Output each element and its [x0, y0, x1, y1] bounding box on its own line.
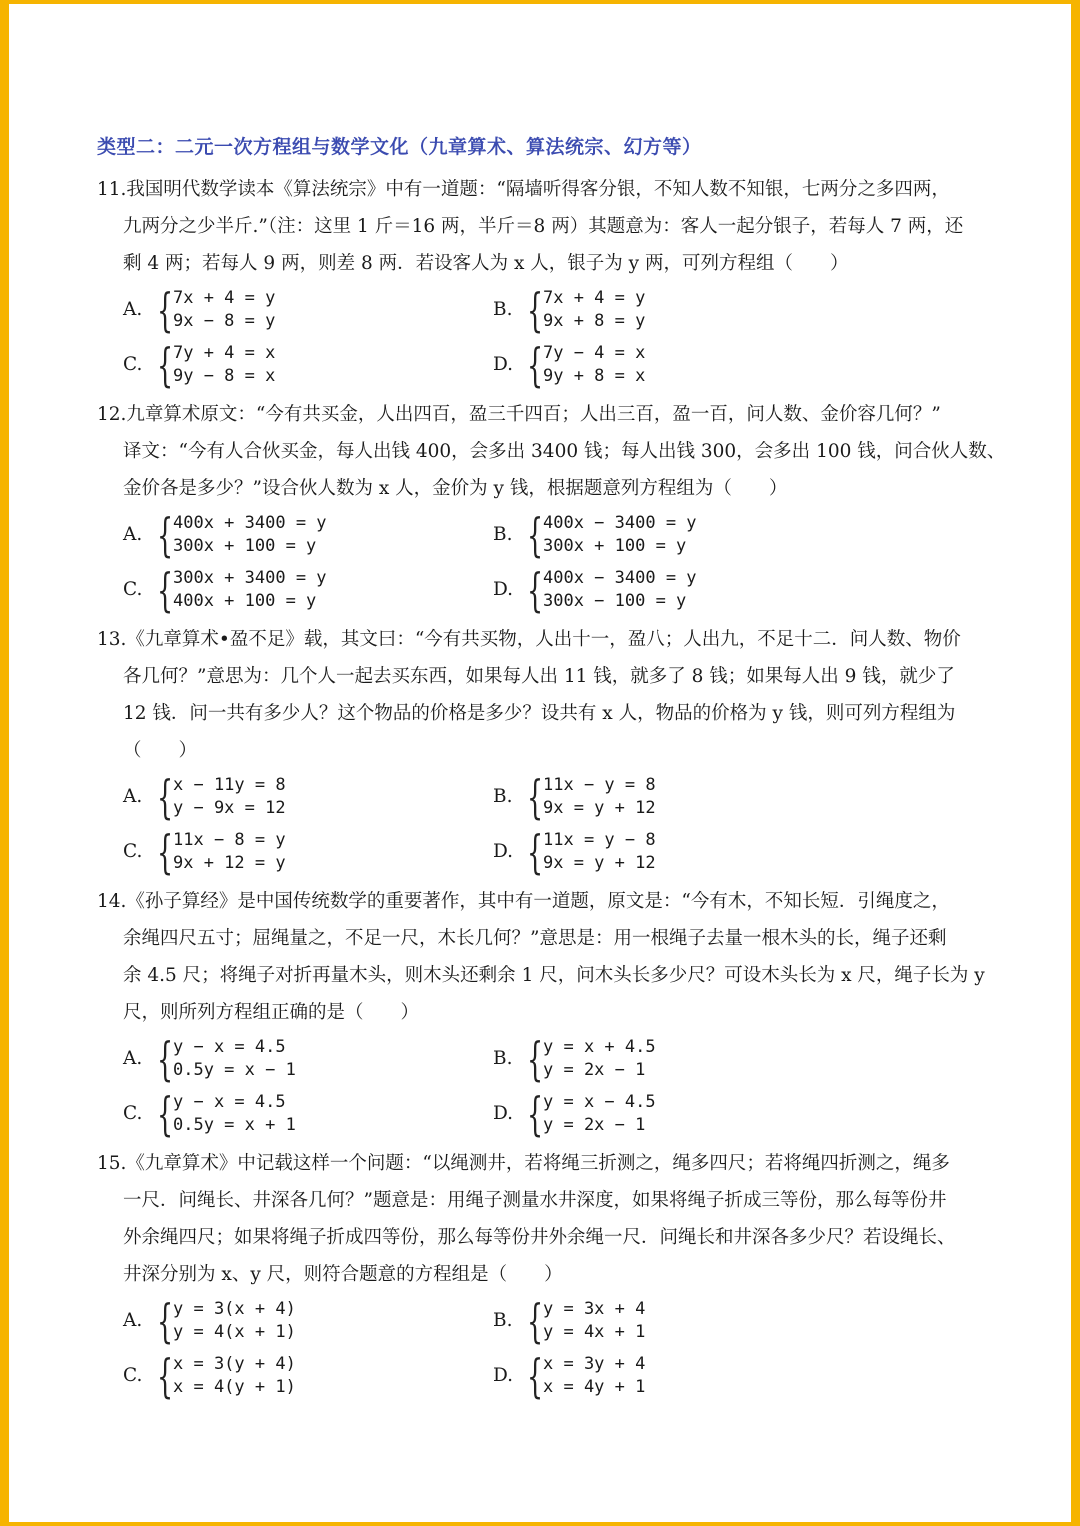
answer-option[interactable] — [493, 507, 863, 562]
brace-icon: { — [527, 507, 544, 562]
equation-system — [173, 567, 327, 613]
answer-options — [97, 769, 995, 879]
question-15 — [97, 1145, 995, 1403]
equation: 7x + 4 = y — [543, 287, 646, 308]
option-label: A. — [123, 1310, 143, 1331]
brace-icon: { — [157, 1348, 174, 1403]
question-13 — [97, 621, 995, 879]
equation: y − 9x = 12 — [173, 797, 286, 818]
answer-option[interactable] — [493, 282, 863, 337]
question-text-line — [97, 433, 1006, 470]
brace-icon: { — [157, 337, 174, 392]
question-text-line — [97, 695, 995, 732]
answer-option[interactable] — [493, 337, 863, 392]
equation-system — [173, 829, 286, 875]
question-text: 12 钱．问一共有多少人？这个物品的价格是多少？设共有 x 人，物品的价格为 y 钱，则可列方程组为 — [123, 703, 956, 724]
answer-option[interactable] — [493, 562, 863, 617]
equation-system — [543, 774, 656, 820]
option-label: A. — [123, 524, 143, 545]
answer-option[interactable] — [493, 1031, 863, 1086]
answer-option[interactable] — [123, 507, 493, 562]
brace-icon: { — [527, 1031, 544, 1086]
option-label: D. — [493, 841, 514, 862]
brace-icon: { — [157, 824, 174, 879]
brace-icon: { — [157, 1086, 174, 1141]
question-11 — [97, 171, 995, 392]
answer-option[interactable] — [123, 824, 493, 879]
equation-system — [173, 287, 275, 333]
equation: 300x + 100 = y — [543, 535, 687, 556]
equation-system — [173, 512, 327, 558]
equation: 9y − 8 = x — [173, 365, 276, 386]
equation: y = 3x + 4 — [543, 1298, 646, 1319]
equation-system — [543, 342, 645, 388]
question-number: 11. — [97, 179, 127, 200]
equation: 7y + 4 = x — [173, 342, 276, 363]
question-text: 译文：“今有人合伙买金，每人出钱 400，会多出 3400 钱；每人出钱 300，会多出 100 钱，问合伙人数、 — [123, 441, 1006, 462]
equation: 7y − 4 = x — [543, 342, 646, 363]
equation: 400x + 100 = y — [173, 590, 317, 611]
option-label: D. — [493, 354, 514, 375]
option-label: B. — [493, 786, 513, 807]
question-text: 九章算术原文：“今有共买金，人出四百，盈三千四百；人出三百，盈一百，问人数、金价容几何？” — [126, 404, 941, 425]
equation: x = 4(y + 1) — [173, 1376, 296, 1397]
question-text: 一尺．问绳长、井深各几何？”题意是：用绳子测量水井深度，如果将绳子折成三等份，那么每等份井 — [123, 1190, 947, 1211]
equation-system — [173, 1353, 296, 1399]
equation: x = 4y + 1 — [543, 1376, 646, 1397]
equation: x = 3y + 4 — [543, 1353, 646, 1374]
question-number: 12. — [97, 404, 127, 425]
question-text: 我国明代数学读本《算法统宗》中有一道题：“隔墙听得客分银，不知人数不知银，七两分之多四两， — [126, 179, 950, 200]
answer-options — [97, 282, 995, 392]
question-text-line — [97, 171, 995, 208]
option-label: B. — [493, 1310, 513, 1331]
equation-system — [543, 287, 645, 333]
equation-system — [173, 774, 286, 820]
option-label: C. — [123, 841, 143, 862]
equation: y = x + 4.5 — [543, 1036, 656, 1057]
option-label: A. — [123, 299, 143, 320]
equation: y = 4x + 1 — [543, 1321, 646, 1342]
equation-system — [543, 1298, 645, 1344]
option-label: D. — [493, 1103, 514, 1124]
equation: 400x + 3400 = y — [173, 512, 327, 533]
option-label: C. — [123, 354, 143, 375]
question-text-line — [97, 1256, 995, 1293]
option-label: B. — [493, 1048, 513, 1069]
question-text-line — [97, 208, 995, 245]
option-label: A. — [123, 786, 143, 807]
answer-option[interactable] — [493, 1293, 863, 1348]
brace-icon: { — [527, 282, 544, 337]
question-text: 剩 4 两；若每人 9 两，则差 8 两．若设客人为 x 人，银子为 y 两，可列方程组（ ） — [123, 253, 849, 274]
option-label: C. — [123, 1103, 143, 1124]
brace-icon: { — [157, 769, 174, 824]
equation: y − x = 4.5 — [173, 1036, 286, 1057]
question-text-line — [97, 396, 995, 433]
answer-option[interactable] — [123, 1086, 493, 1141]
equation: 9y + 8 = x — [543, 365, 646, 386]
question-text: 《九章算术•盈不足》载，其文曰：“今有共买物，人出十一，盈八；人出九，不足十二．问人数、物价 — [126, 629, 961, 650]
brace-icon: { — [157, 562, 174, 617]
equation: y = 4(x + 1) — [173, 1321, 296, 1342]
brace-icon: { — [157, 282, 174, 337]
question-text: 各几何？”意思为：几个人一起去买东西，如果每人出 11 钱，就多了 8 钱；如果每人出 9 钱，就少了 — [123, 666, 955, 687]
question-text: 外余绳四尺；如果将绳子折成四等份，那么每等份井外余绳一尺．问绳长和井深各多少尺？若设绳长、 — [123, 1227, 956, 1248]
brace-icon: { — [157, 507, 174, 562]
brace-icon: { — [527, 1086, 544, 1141]
question-text: 井深分别为 x、y 尺，则符合题意的方程组是（ ） — [123, 1264, 563, 1285]
brace-icon: { — [527, 769, 544, 824]
equation-system — [543, 567, 697, 613]
equation-system — [543, 512, 697, 558]
equation: 7x + 4 = y — [173, 287, 276, 308]
page-content — [97, 126, 1006, 1407]
question-text-line — [97, 470, 995, 507]
equation: 11x − 8 = y — [173, 829, 286, 850]
option-label: A. — [123, 1048, 143, 1069]
answer-option[interactable] — [123, 562, 493, 617]
brace-icon: { — [527, 562, 544, 617]
option-label: D. — [493, 579, 514, 600]
equation: 400x − 3400 = y — [543, 512, 697, 533]
equation-system — [173, 342, 275, 388]
question-text: 九两分之少半斤.”（注：这里 1 斤＝16 两，半斤＝8 两）其题意为：客人一起分银子，若每人 7 两，还 — [123, 216, 964, 237]
equation: 300x + 3400 = y — [173, 567, 327, 588]
question-text: 尺，则所列方程组正确的是（ ） — [123, 1002, 420, 1023]
question-text-line — [97, 621, 995, 658]
brace-icon: { — [157, 1293, 174, 1348]
question-text-line — [97, 658, 995, 695]
question-text-line — [97, 883, 995, 920]
question-text-line — [97, 732, 995, 769]
question-list — [97, 171, 1006, 1403]
equation: 9x + 12 = y — [173, 852, 286, 873]
equation-system — [543, 829, 656, 875]
brace-icon: { — [527, 1348, 544, 1403]
equation: 400x − 3400 = y — [543, 567, 697, 588]
equation: 300x − 100 = y — [543, 590, 687, 611]
equation-system — [173, 1298, 296, 1344]
equation: 300x + 100 = y — [173, 535, 317, 556]
question-text-line — [97, 994, 995, 1031]
answer-options — [97, 1293, 995, 1403]
answer-option[interactable] — [493, 1348, 863, 1403]
question-text: 余 4.5 尺；将绳子对折再量木头，则木头还剩余 1 尺，问木头长多少尺？可设木头长为 x 尺，绳子长为 y — [123, 965, 985, 986]
equation-system — [173, 1036, 296, 1082]
answer-option[interactable] — [123, 1348, 493, 1403]
question-text-line — [97, 245, 995, 282]
answer-option[interactable] — [493, 824, 863, 879]
brace-icon: { — [527, 337, 544, 392]
question-text: 《九章算术》中记载这样一个问题：“以绳测井，若将绳三折测之，绳多四尺；若将绳四折测之，绳多 — [126, 1153, 950, 1174]
equation: 11x = y − 8 — [543, 829, 656, 850]
answer-option[interactable] — [123, 282, 493, 337]
answer-option[interactable] — [123, 337, 493, 392]
question-text: 《孙子算经》是中国传统数学的重要著作，其中有一道题，原文是：“今有木，不知长短．引绳度之， — [126, 891, 950, 912]
brace-icon: { — [527, 1293, 544, 1348]
question-text: 金价各是多少？”设合伙人数为 x 人，金价为 y 钱，根据题意列方程组为（ ） — [123, 478, 788, 499]
brace-icon: { — [527, 824, 544, 879]
equation: 9x = y + 12 — [543, 797, 656, 818]
answer-options — [97, 507, 995, 617]
question-number: 13. — [97, 629, 127, 650]
section-title: 类型二：二元一次方程组与数学文化（九章算术、算法统宗、幻方等） — [97, 136, 702, 158]
equation: y = 2x − 1 — [543, 1059, 646, 1080]
equation: 9x + 8 = y — [543, 310, 646, 331]
equation: y − x = 4.5 — [173, 1091, 286, 1112]
answer-options — [97, 1031, 995, 1141]
equation: y = x − 4.5 — [543, 1091, 656, 1112]
option-label: B. — [493, 299, 513, 320]
question-number: 14. — [97, 891, 127, 912]
equation-system — [543, 1036, 656, 1082]
answer-option[interactable] — [123, 1031, 493, 1086]
equation-system — [543, 1091, 656, 1137]
answer-option[interactable] — [493, 1086, 863, 1141]
question-text: 余绳四尺五寸；屈绳量之，不足一尺，木长几何？”意思是：用一根绳子去量一根木头的长，绳子还剩 — [123, 928, 947, 949]
equation: y = 2x − 1 — [543, 1114, 646, 1135]
equation: x = 3(y + 4) — [173, 1353, 296, 1374]
question-text-line — [97, 1182, 995, 1219]
equation: 0.5y = x + 1 — [173, 1114, 296, 1135]
equation: 11x − y = 8 — [543, 774, 656, 795]
brace-icon: { — [157, 1031, 174, 1086]
question-text-line — [97, 1219, 995, 1256]
question-12 — [97, 396, 1006, 617]
question-14 — [97, 883, 995, 1141]
equation-system — [173, 1091, 296, 1137]
answer-option[interactable] — [123, 769, 493, 824]
option-label: C. — [123, 1365, 143, 1386]
question-text-line — [97, 920, 995, 957]
question-text-line — [97, 1145, 995, 1182]
answer-option[interactable] — [123, 1293, 493, 1348]
option-label: D. — [493, 1365, 514, 1386]
question-number: 15. — [97, 1153, 127, 1174]
question-text-line — [97, 957, 995, 994]
equation: x − 11y = 8 — [173, 774, 286, 795]
equation: 0.5y = x − 1 — [173, 1059, 296, 1080]
option-label: C. — [123, 579, 143, 600]
equation: 9x − 8 = y — [173, 310, 276, 331]
question-text: （ ） — [123, 740, 198, 761]
answer-option[interactable] — [493, 769, 863, 824]
equation: 9x = y + 12 — [543, 852, 656, 873]
equation: y = 3(x + 4) — [173, 1298, 296, 1319]
option-label: B. — [493, 524, 513, 545]
equation-system — [543, 1353, 645, 1399]
